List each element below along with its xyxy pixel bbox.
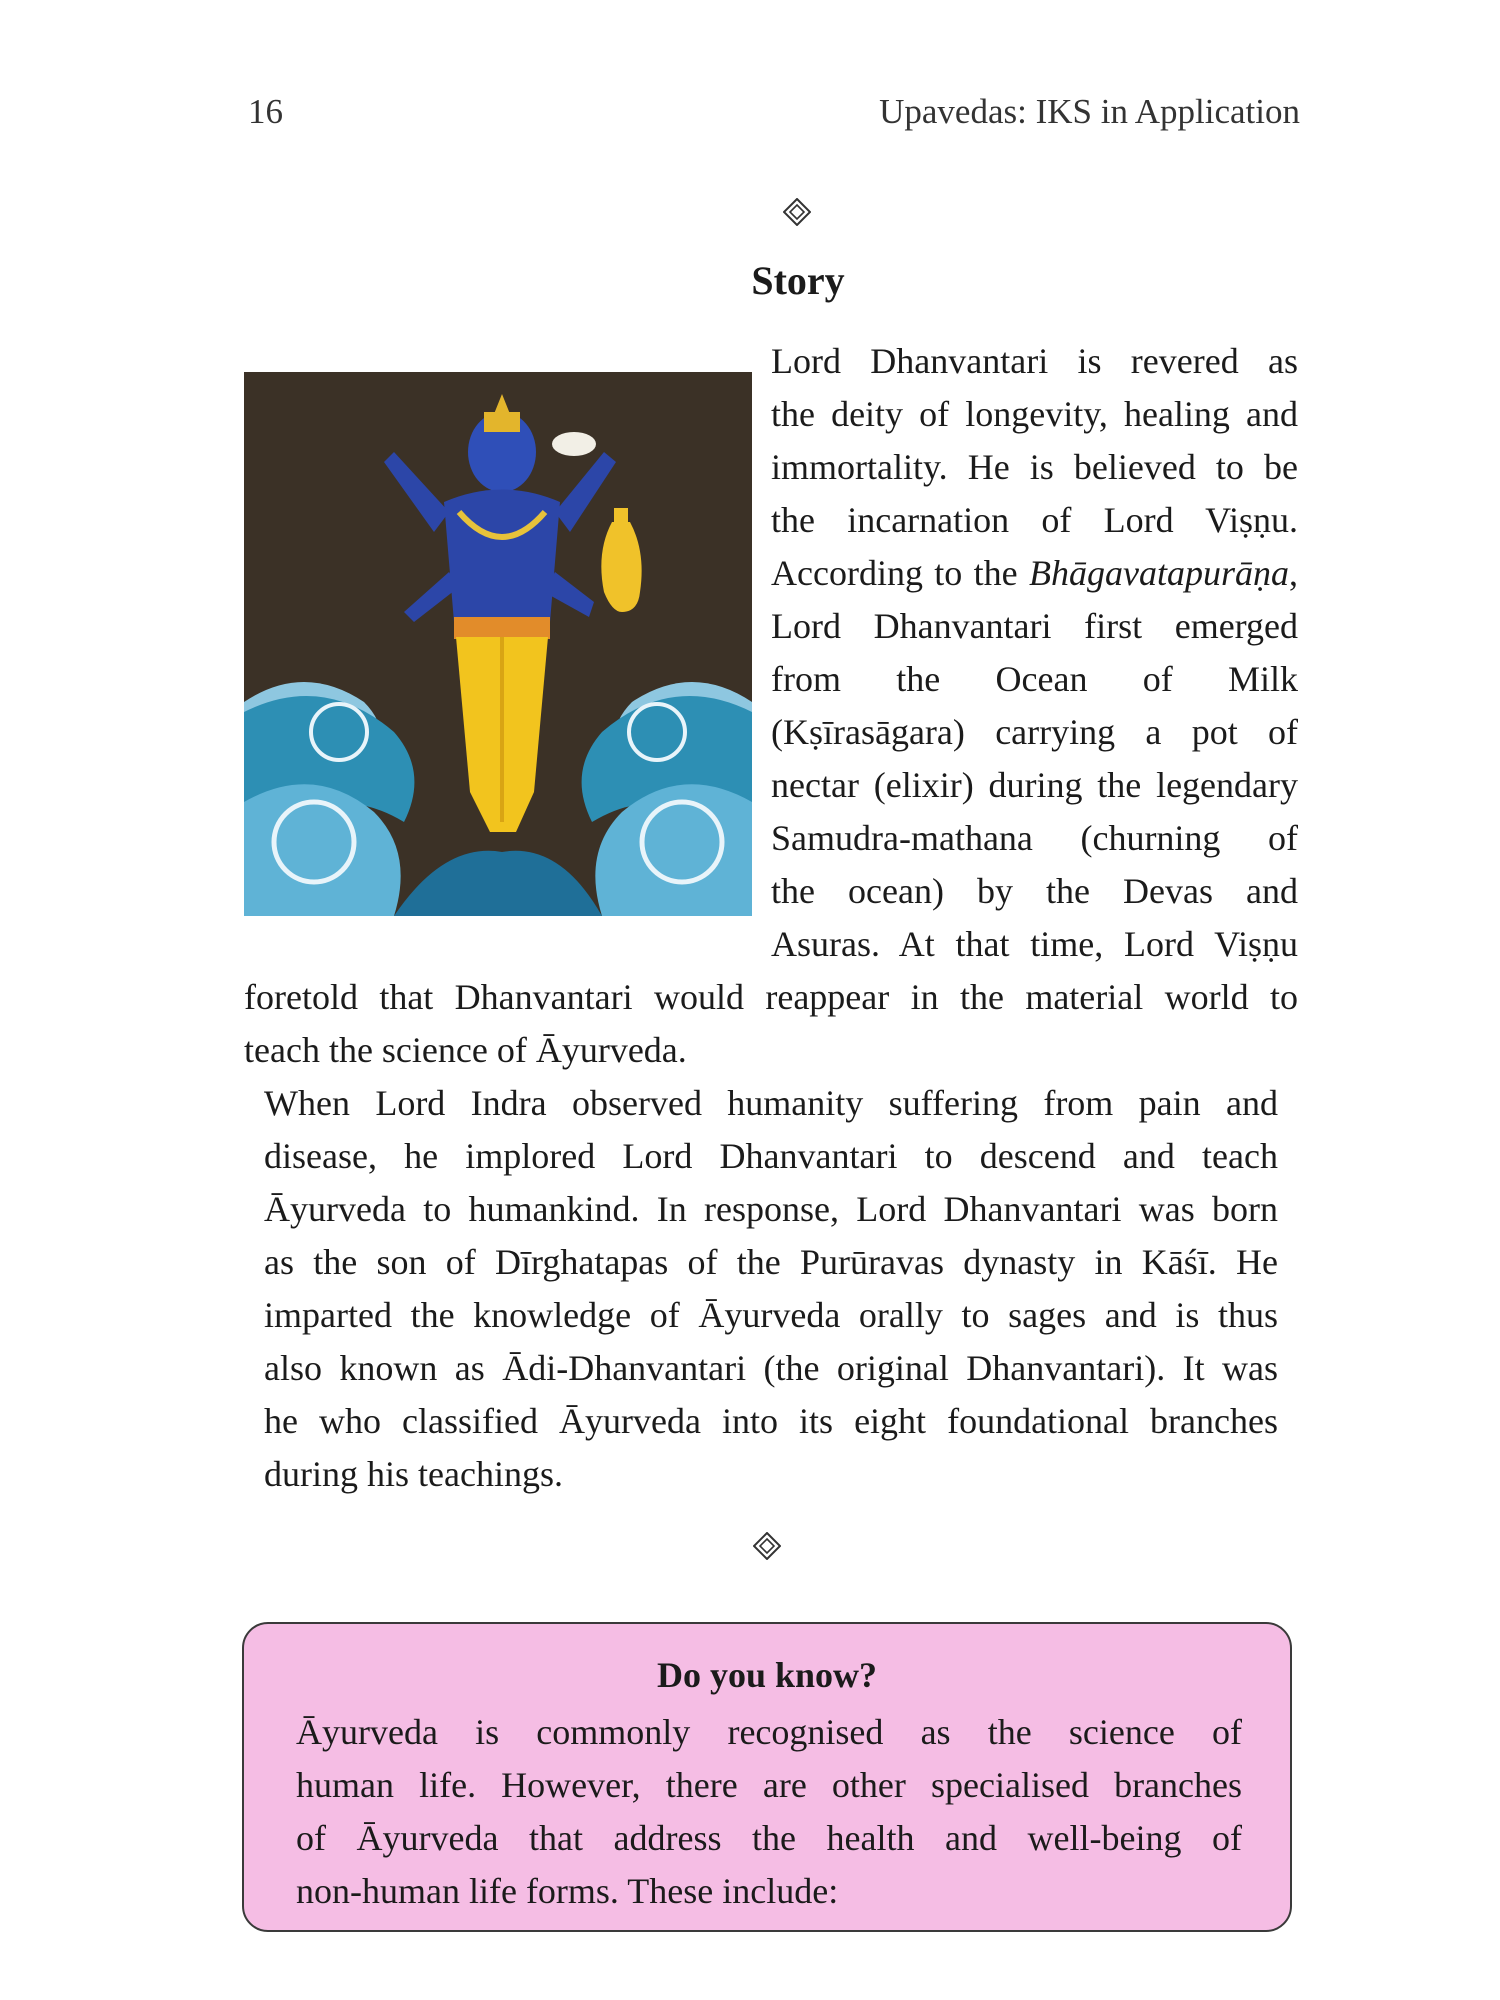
story-para2-line: When Lord Indra observed humanity suffering from pain and [264, 1083, 1278, 1123]
story-para1-line: the incarnation of Lord Viṣṇu. [771, 500, 1298, 540]
dhanvantari-illustration [244, 372, 752, 916]
story-para2-line: as the son of Dīrghatapas of the Purūravas dynasty in Kāśī. He [264, 1242, 1278, 1282]
story-para1-line: Lord Dhanvantari is revered as [771, 341, 1298, 381]
page-number: 16 [248, 92, 283, 131]
story-para2-line: disease, he implored Lord Dhanvantari to descend and teach [264, 1136, 1278, 1176]
story-para2-line: imparted the knowledge of Āyurveda orally to sages and is thus [264, 1295, 1278, 1335]
story-para1-line: from the Ocean of Milk [771, 659, 1298, 699]
story-para1-line: (Kṣīrasāgara) carrying a pot of [771, 712, 1298, 752]
diamond-ornament-icon [783, 198, 811, 226]
story-para2-line: he who classified Āyurveda into its eight foundational branches [264, 1401, 1278, 1441]
callout-line: human life. However, there are other specialised branches [296, 1765, 1242, 1805]
story-para1-text: According to the [771, 553, 1030, 593]
running-title: Upavedas: IKS in Application [879, 92, 1300, 131]
book-title: Bhāgavatapurāṇa [1029, 553, 1289, 593]
diamond-ornament-icon [753, 1532, 781, 1560]
story-para1-line: Asuras. At that time, Lord Viṣṇu [771, 924, 1298, 964]
story-heading: Story [751, 258, 845, 303]
story-para2-line: during his teachings. [264, 1454, 563, 1494]
story-para1-line: the ocean) by the Devas and [771, 871, 1298, 911]
do-you-know-box [242, 1622, 1292, 1932]
story-para2-line: also known as Ādi-Dhanvantari (the original Dhanvantari). It was [264, 1348, 1278, 1388]
book-title-suffix: , [1289, 553, 1298, 593]
story-para2-line: Āyurveda to humankind. In response, Lord Dhanvantari was born [264, 1189, 1278, 1229]
story-para1-line: Samudra-mathana (churning of [771, 818, 1298, 858]
story-para1-line: nectar (elixir) during the legendary [771, 765, 1298, 805]
callout-title: Do you know? [656, 1655, 878, 1695]
story-para1-line: foretold that Dhanvantari would reappear in the material world to [244, 977, 1298, 1017]
story-para1-line: Lord Dhanvantari first emerged [771, 606, 1298, 646]
story-para1-line: the deity of longevity, healing and [771, 394, 1298, 434]
story-para1-line: immortality. He is believed to be [771, 447, 1298, 487]
callout-line: Āyurveda is commonly recognised as the science of [296, 1712, 1242, 1752]
callout-line: non-human life forms. These include: [296, 1871, 839, 1911]
story-para1-line [771, 547, 1298, 600]
callout-line: of Āyurveda that address the health and well-being of [296, 1818, 1242, 1858]
story-para1-line: teach the science of Āyurveda. [244, 1030, 687, 1070]
